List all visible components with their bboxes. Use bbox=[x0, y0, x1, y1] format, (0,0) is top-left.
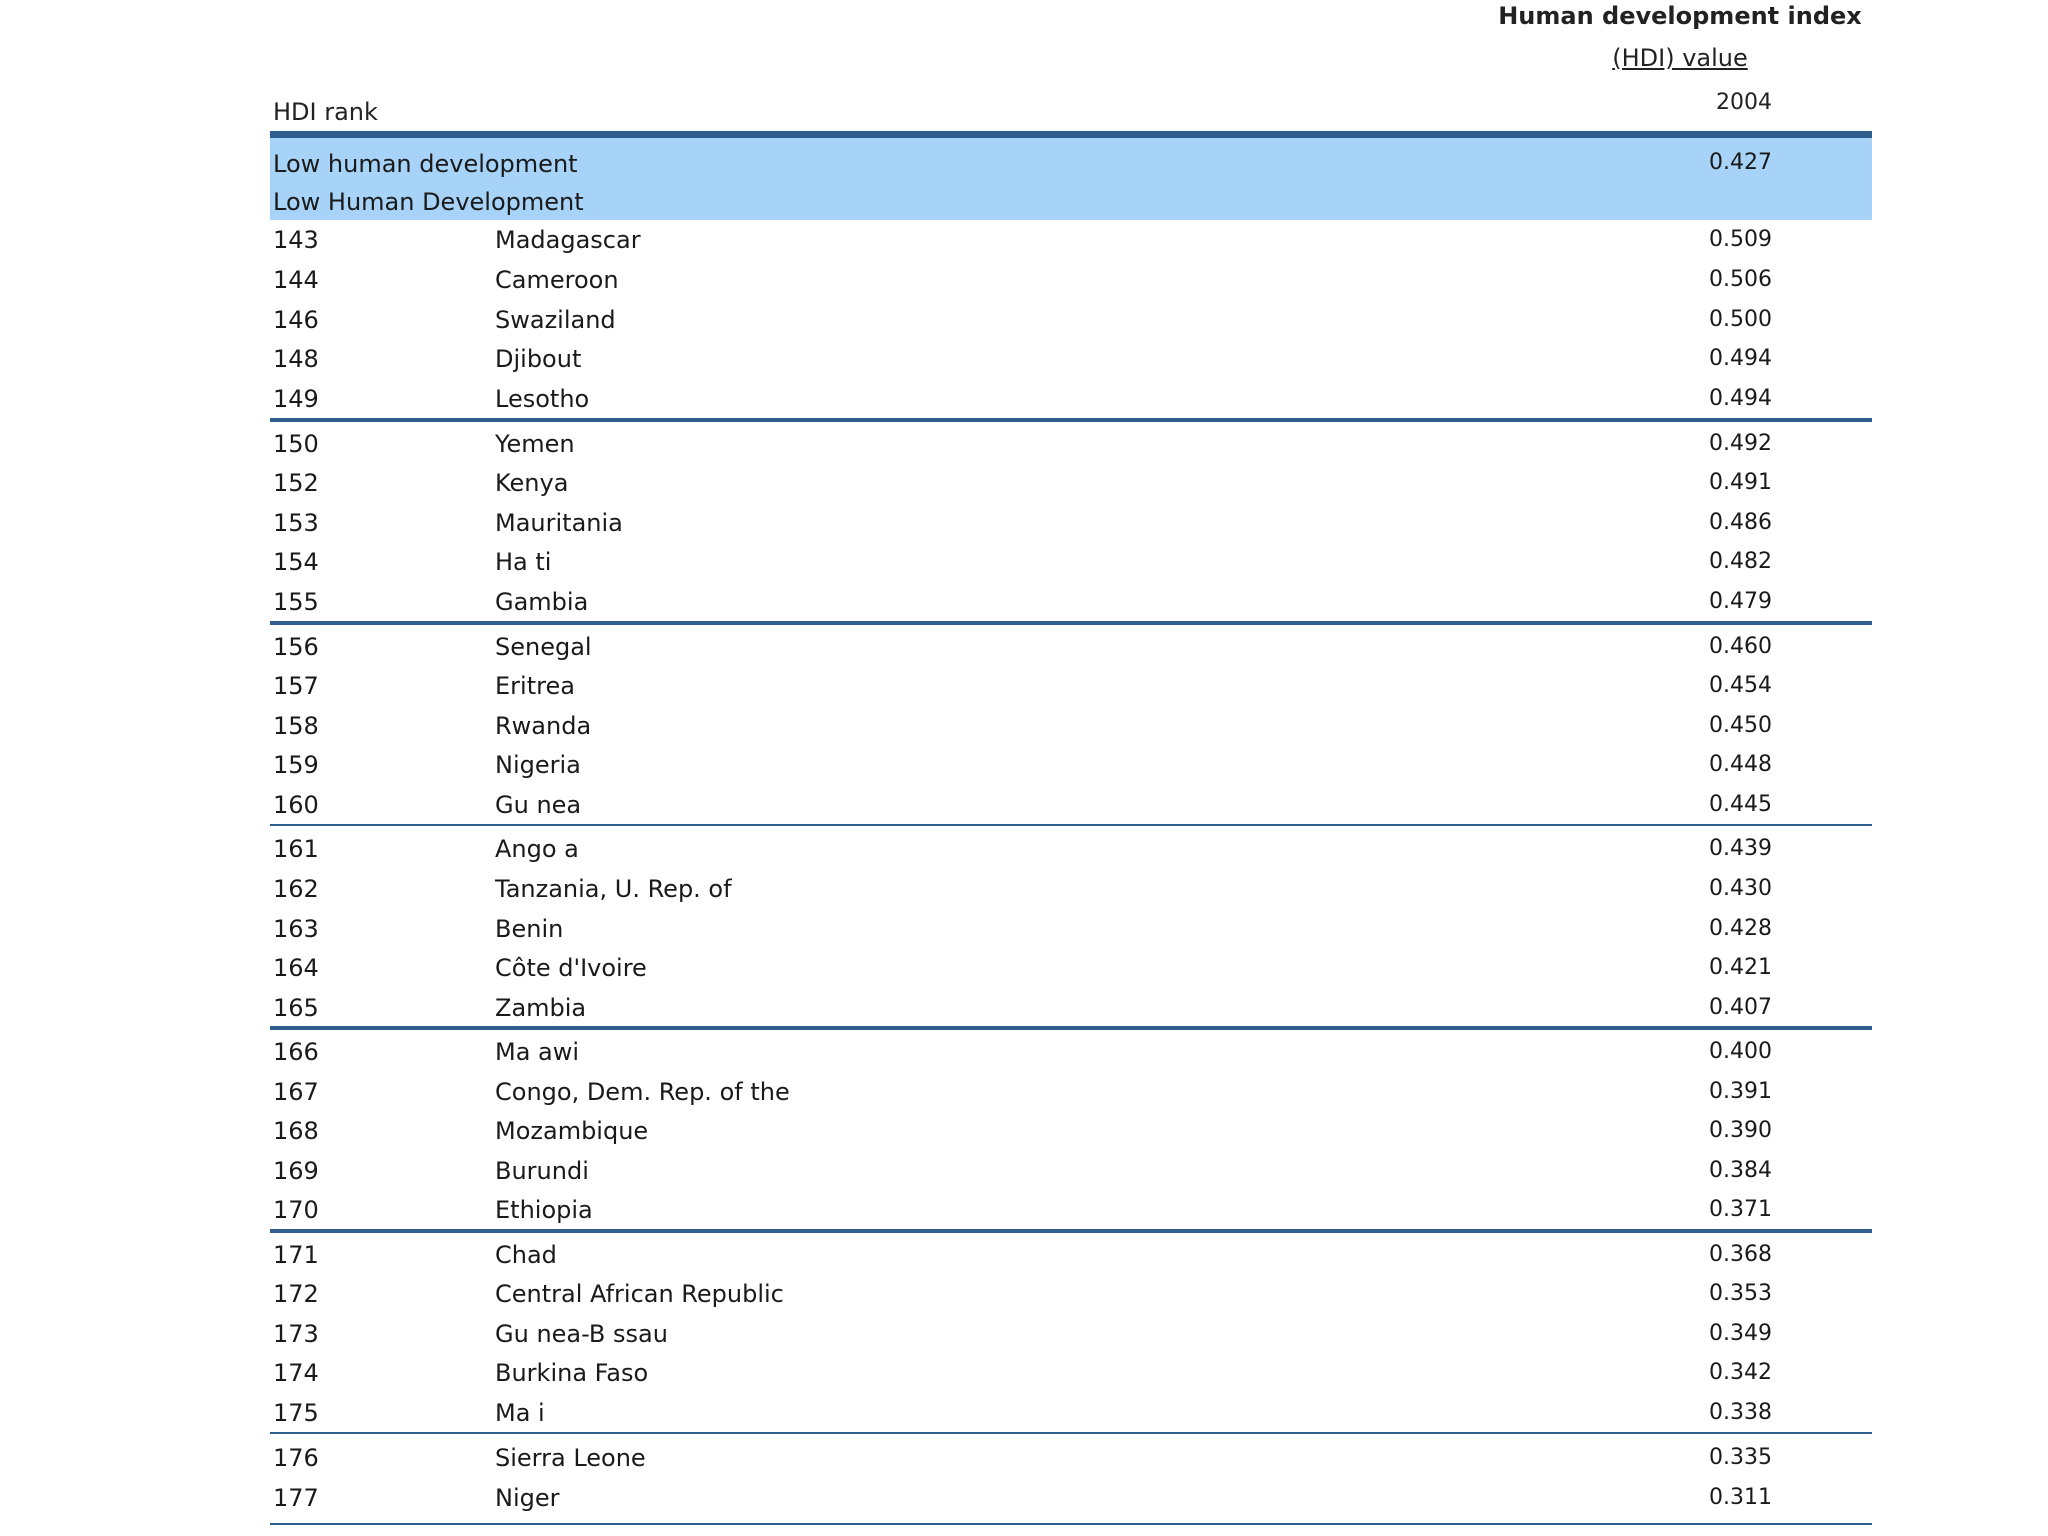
country-cell: Ethiopia bbox=[495, 1196, 593, 1224]
hdi-value-cell: 0.335 bbox=[1709, 1445, 1772, 1470]
country-cell: Mauritania bbox=[495, 509, 623, 537]
rank-cell: 144 bbox=[273, 266, 319, 294]
rank-cell: 162 bbox=[273, 875, 319, 903]
rank-cell: 164 bbox=[273, 954, 319, 982]
country-cell: Yemen bbox=[495, 430, 575, 458]
country-cell: Djibout bbox=[495, 345, 582, 373]
rank-cell: 168 bbox=[273, 1117, 319, 1145]
country-cell: Senegal bbox=[495, 633, 592, 661]
hdi-value-cell: 0.500 bbox=[1709, 307, 1772, 332]
hdi-value-cell: 0.439 bbox=[1709, 836, 1772, 861]
country-cell: Sierra Leone bbox=[495, 1444, 646, 1472]
rank-cell: 160 bbox=[273, 791, 319, 819]
rank-cell: 148 bbox=[273, 345, 319, 373]
country-cell: Kenya bbox=[495, 469, 569, 497]
hdi-value-cell: 0.390 bbox=[1709, 1118, 1772, 1143]
country-cell: Swaziland bbox=[495, 306, 616, 334]
country-cell: Ma awi bbox=[495, 1038, 580, 1066]
rank-cell: 169 bbox=[273, 1157, 319, 1185]
country-cell: Gu nea bbox=[495, 791, 582, 819]
rank-cell: 174 bbox=[273, 1359, 319, 1387]
hdi-value-cell: 0.445 bbox=[1709, 792, 1772, 817]
rank-cell: 150 bbox=[273, 430, 319, 458]
rank-cell: 172 bbox=[273, 1280, 319, 1308]
country-cell: Tanzania, U. Rep. of bbox=[495, 875, 732, 903]
group-value: 0.427 bbox=[1709, 150, 1772, 175]
hdi-value-cell: 0.491 bbox=[1709, 470, 1772, 495]
hdi-value-cell: 0.494 bbox=[1709, 386, 1772, 411]
hdi-value-cell: 0.384 bbox=[1709, 1158, 1772, 1183]
hdi-value-cell: 0.430 bbox=[1709, 876, 1772, 901]
hdi-value-cell: 0.454 bbox=[1709, 673, 1772, 698]
hdi-value-cell: 0.506 bbox=[1709, 267, 1772, 292]
hdi-value-cell: 0.479 bbox=[1709, 589, 1772, 614]
hdi-value-cell: 0.460 bbox=[1709, 634, 1772, 659]
group-label-title: Low Human Development bbox=[273, 188, 584, 216]
country-cell: Nigeria bbox=[495, 751, 581, 779]
hdi-value-cell: 0.353 bbox=[1709, 1281, 1772, 1306]
hdi-value-cell: 0.428 bbox=[1709, 916, 1772, 941]
country-cell: Ango a bbox=[495, 835, 579, 863]
hdi-value-cell: 0.494 bbox=[1709, 346, 1772, 371]
hdi-value-cell: 0.342 bbox=[1709, 1360, 1772, 1385]
rank-cell: 143 bbox=[273, 226, 319, 254]
rank-cell: 146 bbox=[273, 306, 319, 334]
hdi-value-cell: 0.407 bbox=[1709, 995, 1772, 1020]
country-cell: Benin bbox=[495, 915, 564, 943]
hdi-value-cell: 0.368 bbox=[1709, 1242, 1772, 1267]
hdi-value-cell: 0.371 bbox=[1709, 1197, 1772, 1222]
country-cell: Niger bbox=[495, 1484, 560, 1512]
rank-cell: 158 bbox=[273, 712, 319, 740]
rank-cell: 161 bbox=[273, 835, 319, 863]
header-divider bbox=[270, 131, 1872, 138]
hdi-value-cell: 0.450 bbox=[1709, 713, 1772, 738]
hdi-value-cell: 0.492 bbox=[1709, 431, 1772, 456]
rank-cell: 166 bbox=[273, 1038, 319, 1066]
rank-column-header: HDI rank bbox=[273, 98, 378, 126]
hdi-value-cell: 0.509 bbox=[1709, 227, 1772, 252]
rank-cell: 154 bbox=[273, 548, 319, 576]
rank-cell: 156 bbox=[273, 633, 319, 661]
rank-cell: 159 bbox=[273, 751, 319, 779]
column-year: 2004 bbox=[1716, 90, 1772, 115]
country-cell: Madagascar bbox=[495, 226, 641, 254]
country-cell: Ha ti bbox=[495, 548, 552, 576]
country-cell: Ma i bbox=[495, 1399, 545, 1427]
rank-cell: 165 bbox=[273, 994, 319, 1022]
country-cell: Gambia bbox=[495, 588, 589, 616]
hdi-value-cell: 0.338 bbox=[1709, 1400, 1772, 1425]
rank-cell: 170 bbox=[273, 1196, 319, 1224]
country-cell: Eritrea bbox=[495, 672, 575, 700]
country-cell: Congo, Dem. Rep. of the bbox=[495, 1078, 790, 1106]
column-subtitle-link[interactable]: (HDI) value bbox=[1612, 44, 1748, 72]
rank-cell: 171 bbox=[273, 1241, 319, 1269]
hdi-value-cell: 0.486 bbox=[1709, 510, 1772, 535]
country-cell: Zambia bbox=[495, 994, 587, 1022]
country-cell: Cameroon bbox=[495, 266, 619, 294]
rank-cell: 155 bbox=[273, 588, 319, 616]
rank-cell: 157 bbox=[273, 672, 319, 700]
hdi-value-cell: 0.448 bbox=[1709, 752, 1772, 777]
country-cell: Chad bbox=[495, 1241, 557, 1269]
country-cell: Mozambique bbox=[495, 1117, 649, 1145]
rank-cell: 167 bbox=[273, 1078, 319, 1106]
column-title: Human development index bbox=[1498, 2, 1862, 30]
country-cell: Côte d'Ivoire bbox=[495, 954, 647, 982]
rank-cell: 149 bbox=[273, 385, 319, 413]
country-cell: Central African Republic bbox=[495, 1280, 784, 1308]
rank-cell: 153 bbox=[273, 509, 319, 537]
country-cell: Rwanda bbox=[495, 712, 592, 740]
country-cell: Burkina Faso bbox=[495, 1359, 649, 1387]
rank-cell: 177 bbox=[273, 1484, 319, 1512]
group-label: Low human development bbox=[273, 150, 578, 178]
rank-cell: 152 bbox=[273, 469, 319, 497]
country-cell: Lesotho bbox=[495, 385, 590, 413]
hdi-value-cell: 0.400 bbox=[1709, 1039, 1772, 1064]
rank-cell: 173 bbox=[273, 1320, 319, 1348]
row-group-divider bbox=[270, 1523, 1872, 1525]
country-cell: Burundi bbox=[495, 1157, 589, 1185]
rank-cell: 163 bbox=[273, 915, 319, 943]
hdi-value-cell: 0.421 bbox=[1709, 955, 1772, 980]
country-cell: Gu nea-B ssau bbox=[495, 1320, 668, 1348]
hdi-value-cell: 0.311 bbox=[1709, 1485, 1772, 1510]
rank-cell: 175 bbox=[273, 1399, 319, 1427]
hdi-value-cell: 0.349 bbox=[1709, 1321, 1772, 1346]
hdi-value-cell: 0.482 bbox=[1709, 549, 1772, 574]
rank-cell: 176 bbox=[273, 1444, 319, 1472]
hdi-value-cell: 0.391 bbox=[1709, 1079, 1772, 1104]
